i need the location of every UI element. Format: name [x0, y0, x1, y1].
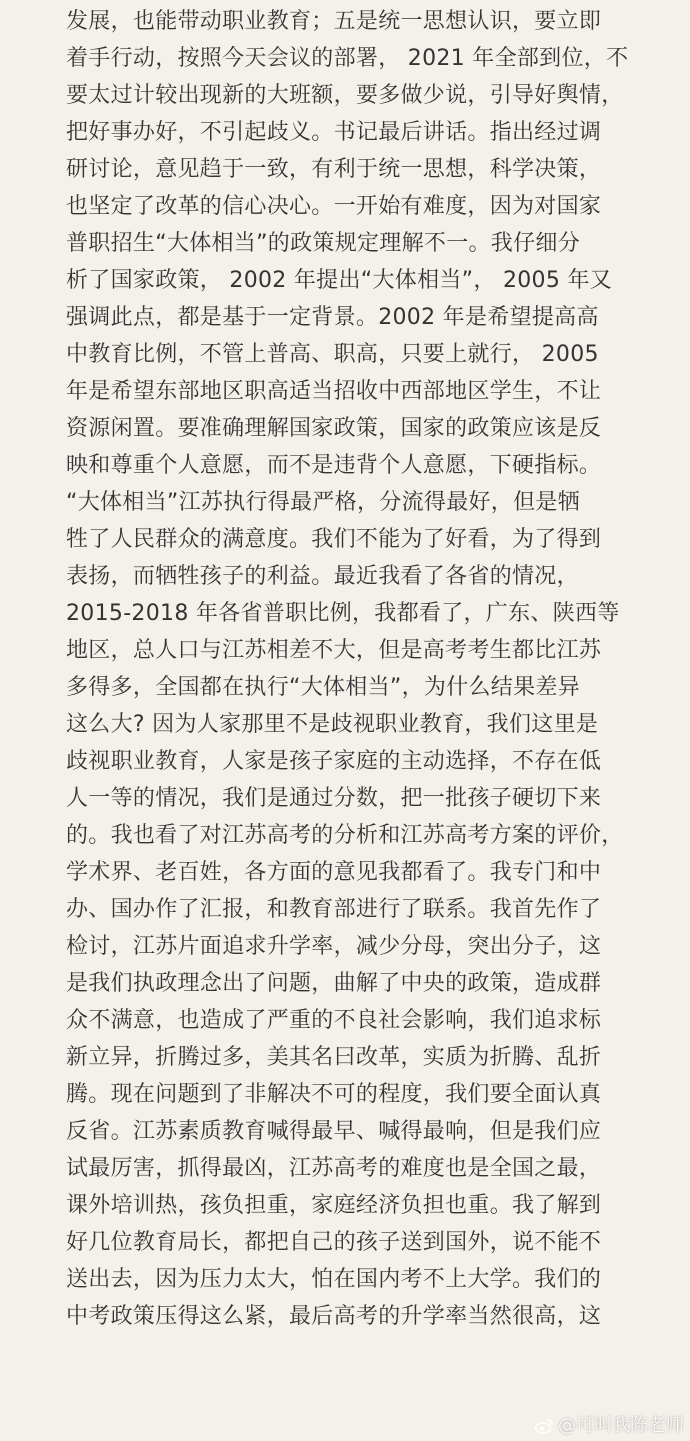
text-line: 研讨论，意见趋于一致，有利于统一思想，科学决策， [66, 157, 602, 182]
text-line: 学术界、老百姓，各方面的意见我都看了。我专门和中 [66, 860, 602, 885]
text-line: 办、国办作了汇报，和教育部进行了联系。我首先作了 [66, 897, 602, 922]
text-line: 腾。现在问题到了非解决不可的程度，我们要全面认真 [66, 1082, 602, 1107]
text-line: 也坚定了改革的信心决心。一开始有难度，因为对国家 [66, 194, 602, 219]
text-line: 年是希望东部地区职高适当招收中西部地区学生，不让 [66, 379, 602, 404]
text-line: 这么大? 因为人家那里不是歧视职业教育，我们这里是 [66, 712, 599, 737]
text-line: 映和尊重个人意愿，而不是违背个人意愿，下硬指标。 [66, 453, 602, 478]
text-line: 众不满意，也造成了严重的不良社会影响，我们追求标 [66, 1008, 602, 1033]
text-line: 普职招生“大体相当”的政策规定理解不一。我仔细分 [66, 231, 580, 256]
watermark [534, 1415, 684, 1437]
text-line: 中教育比例，不管上普高、职高，只要上就行， 2005 [66, 342, 599, 367]
text-line: 课外培训热，孩负担重，家庭经济负担也重。我了解到 [66, 1193, 602, 1218]
text-line: 2015-2018 年各省普职比例，我都看了，广东、陕西等 [66, 601, 620, 626]
text-line: 把好事办好，不引起歧义。书记最后讲话。指出经过调 [66, 120, 602, 145]
text-line: 析了国家政策， 2002 年提出“大体相当”， 2005 年又 [66, 268, 613, 293]
text-line: 多得多，全国都在执行“大体相当”，为什么结果差异 [66, 675, 580, 700]
text-line: 反省。江苏素质教育喊得最早、喊得最响，但是我们应 [66, 1119, 602, 1144]
text-line: 要太过计较出现新的大班额，要多做少说，引导好舆情， [66, 83, 624, 108]
text-line: 检讨，江苏片面追求升学率，减少分母，突出分子，这 [66, 934, 602, 959]
text-line: 地区，总人口与江苏相差不大，但是高考考生都比江苏 [66, 638, 602, 663]
text-line: 着手行动，按照今天会议的部署， 2021 年全部到位，不 [66, 46, 629, 71]
text-line: 新立异，折腾过多，美其名曰改革，实质为折腾、乱折 [66, 1045, 602, 1070]
text-line: 人一等的情况，我们是通过分数，把一批孩子硬切下来 [66, 786, 602, 811]
text-line: 歧视职业教育，人家是孩子家庭的主动选择，不存在低 [66, 749, 602, 774]
text-line: 是我们执政理念出了问题，曲解了中央的政策，造成群 [66, 971, 602, 996]
watermark-text: @可叫我陈老师 [558, 1415, 684, 1436]
text-line: 资源闲置。要准确理解国家政策，国家的政策应该是反 [66, 416, 602, 441]
text-line: 试最厉害，抓得最凶，江苏高考的难度也是全国之最， [66, 1156, 602, 1181]
text-line: 的。我也看了对江苏高考的分析和江苏高考方案的评价， [66, 823, 624, 848]
text-line: 送出去，因为压力太大，怕在国内考不上大学。我们的 [66, 1267, 602, 1292]
text-line: 表扬，而牺牲孩子的利益。最近我看了各省的情况， [66, 564, 579, 589]
text-line: 发展，也能带动职业教育；五是统一思想认识，要立即 [66, 9, 602, 34]
document-body [66, 3, 666, 1335]
text-line: 强调此点，都是基于一定背景。2002 年是希望提高高 [66, 305, 599, 330]
text-line: 好几位教育局长，都把自己的孩子送到国外，说不能不 [66, 1230, 602, 1255]
text-line: “大体相当”江苏执行得最严格，分流得最好，但是牺 [66, 490, 580, 515]
text-line: 中考政策压得这么紧，最后高考的升学率当然很高，这 [66, 1304, 602, 1329]
text-line: 牲了人民群众的满意度。我们不能为了好看，为了得到 [66, 527, 602, 552]
weibo-icon [534, 1418, 554, 1434]
